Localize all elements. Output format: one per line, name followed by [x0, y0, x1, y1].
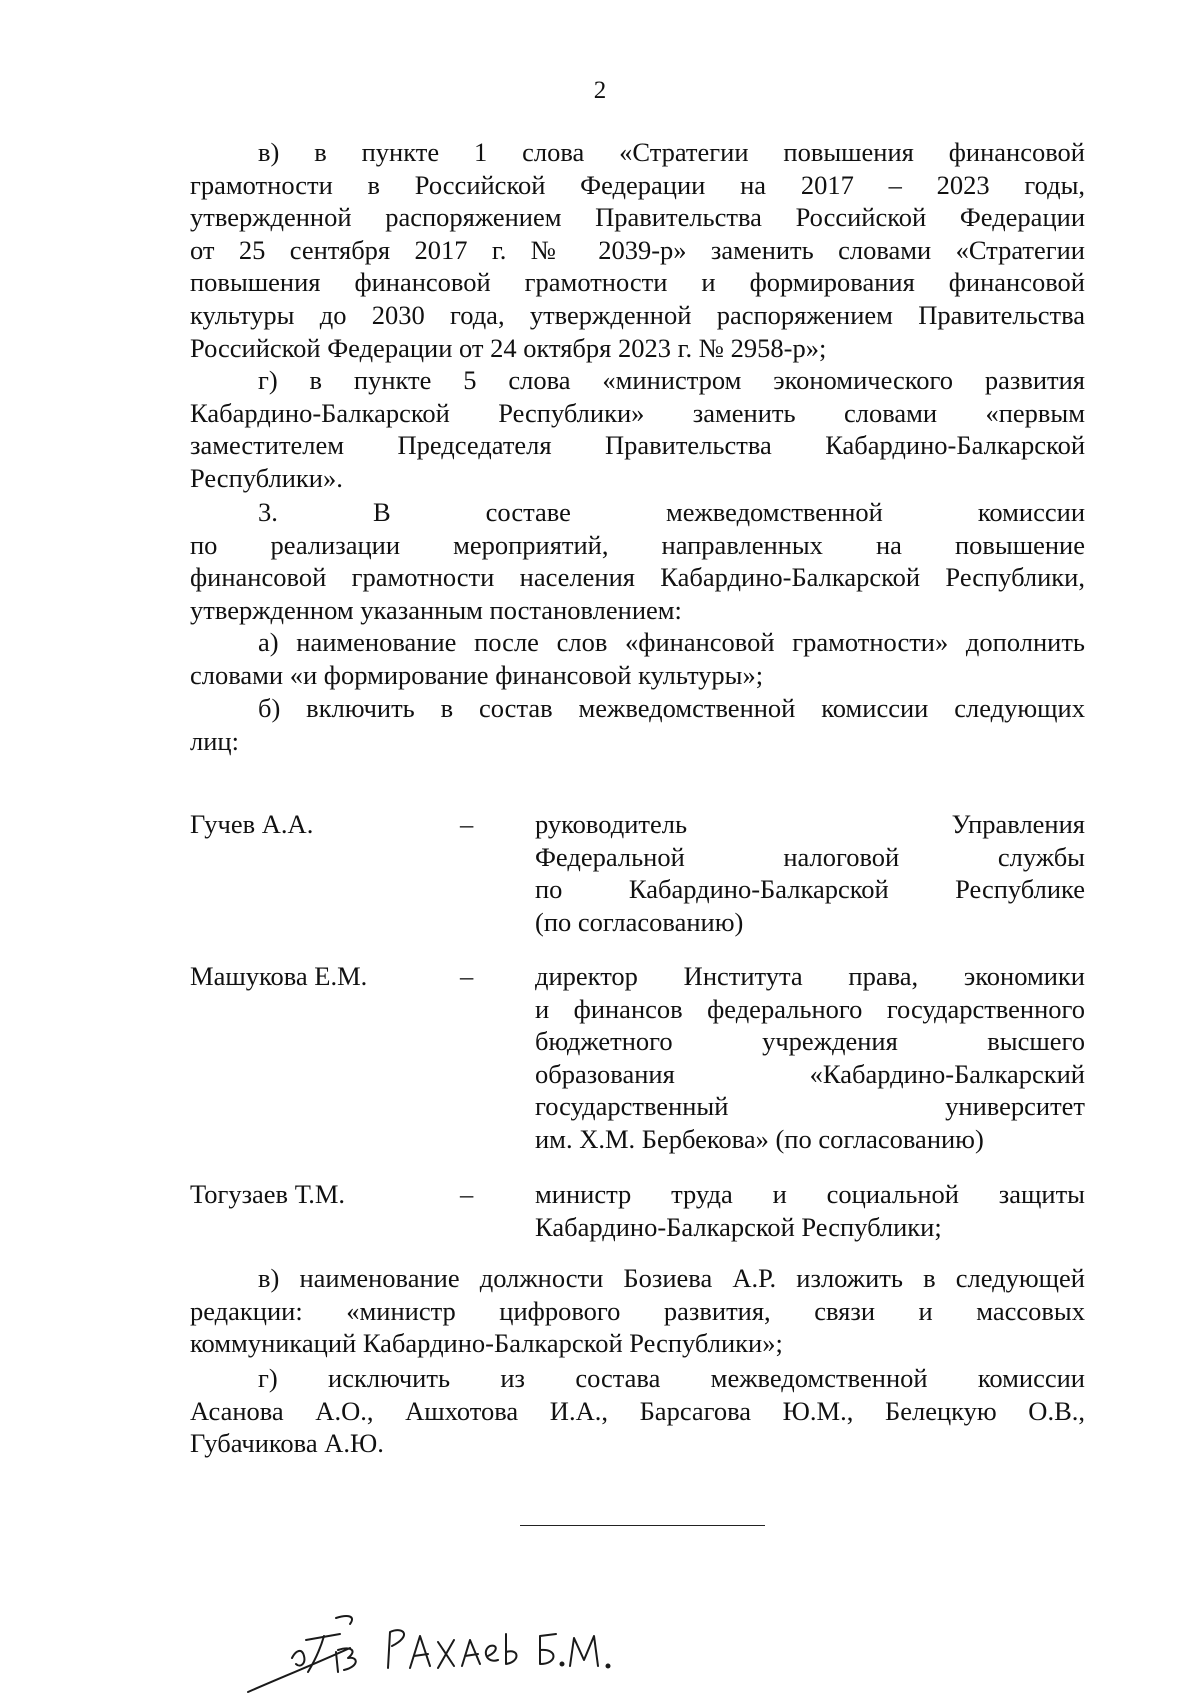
text-line: а) наименование после слов «финансовой грамотности» дополнить: [258, 627, 1085, 657]
position-line: директор Института права, экономики: [535, 961, 1085, 991]
position-line: руководитель Управления: [535, 809, 1085, 839]
text-line: Российской Федерации от 24 октября 2023 г. № 2958-р»;: [190, 332, 827, 363]
text-line: повышения финансовой грамотности и формирования финансовой: [190, 267, 1085, 298]
member-dash: –: [460, 961, 474, 991]
member-name: Машукова Е.М.: [190, 961, 368, 991]
text-line: утвержденной распоряжением Правительства Российской Федерации: [190, 202, 1085, 233]
text-line: редакции: «министр цифрового развития, связи и массовых: [190, 1295, 1085, 1326]
position-line: Кабардино-Балкарской Республики;: [535, 1211, 942, 1242]
text-line: Асанова А.О., Ашхотова И.А., Барсагова Ю.М., Белецкую О.В.,: [190, 1395, 1085, 1426]
member-name: Гучев А.А.: [190, 809, 314, 839]
position-line: государственный университет: [535, 1091, 1085, 1122]
closing-divider: [520, 1525, 765, 1526]
text-line: грамотности в Российской Федерации на 2017 – 2023 годы,: [190, 169, 1085, 200]
text-line: от 25 сентября 2017 г. № 2039-р» заменить словами «Стратегии: [190, 234, 1085, 265]
position-line: по Кабардино-Балкарской Республике: [535, 874, 1085, 905]
member-name: Тогузаев Т.М.: [190, 1179, 346, 1209]
member-position: [535, 808, 1085, 938]
text-line: лиц:: [190, 725, 239, 756]
paragraph-3b: [190, 692, 1085, 757]
paragraph-3a: [190, 626, 1085, 691]
text-line: словами «и формирование финансовой культуры»;: [190, 659, 764, 690]
text-line: Губачикова А.Ю.: [190, 1428, 384, 1459]
text-line: 3. В составе межведомственной комиссии: [258, 497, 1085, 527]
paragraph-3v: [190, 1262, 1085, 1360]
position-line: (по согласованию): [535, 906, 744, 937]
member-dash: –: [460, 809, 474, 839]
text-line: коммуникаций Кабардино-Балкарской Республики»;: [190, 1328, 783, 1359]
paragraph-3: [190, 496, 1085, 626]
member-position: [535, 1178, 1085, 1243]
position-line: министр труда и социальной защиты: [535, 1179, 1085, 1209]
handwritten-signature: [240, 1590, 620, 1700]
position-line: образования «Кабардино-Балкарский: [535, 1058, 1085, 1089]
position-line: бюджетного учреждения высшего: [535, 1026, 1085, 1057]
text-line: Республики».: [190, 462, 343, 493]
text-line: финансовой грамотности населения Кабардино-Балкарской Республики,: [190, 562, 1085, 593]
text-line: заместителем Председателя Правительства Кабардино-Балкарской: [190, 430, 1085, 461]
text-line: в) в пункте 1 слова «Стратегии повышения финансовой: [258, 137, 1085, 167]
member-dash: –: [460, 1179, 474, 1209]
paragraph-2v: [190, 136, 1085, 364]
paragraph-3g: [190, 1362, 1085, 1460]
text-line: по реализации мероприятий, направленных на повышение: [190, 529, 1085, 560]
position-line: и финансов федерального государственного: [535, 993, 1085, 1024]
paragraph-2g: [190, 364, 1085, 494]
text-line: г) исключить из состава межведомственной комиссии: [258, 1363, 1085, 1393]
text-line: в) наименование должности Бозиева А.Р. изложить в следующей: [258, 1263, 1085, 1293]
position-line: им. Х.М. Бербекова» (по согласованию): [535, 1123, 984, 1154]
position-line: Федеральной налоговой службы: [535, 841, 1085, 872]
text-line: б) включить в состав межведомственной комиссии следующих: [258, 693, 1085, 723]
text-line: культуры до 2030 года, утвержденной распоряжением Правительства: [190, 299, 1085, 330]
text-line: Кабардино-Балкарской Республики» заменить словами «первым: [190, 397, 1085, 428]
text-line: г) в пункте 5 слова «министром экономического развития: [258, 365, 1085, 395]
member-position: [535, 960, 1085, 1156]
text-line: утвержденном указанным постановлением:: [190, 594, 682, 625]
page-number: 2: [593, 77, 607, 104]
